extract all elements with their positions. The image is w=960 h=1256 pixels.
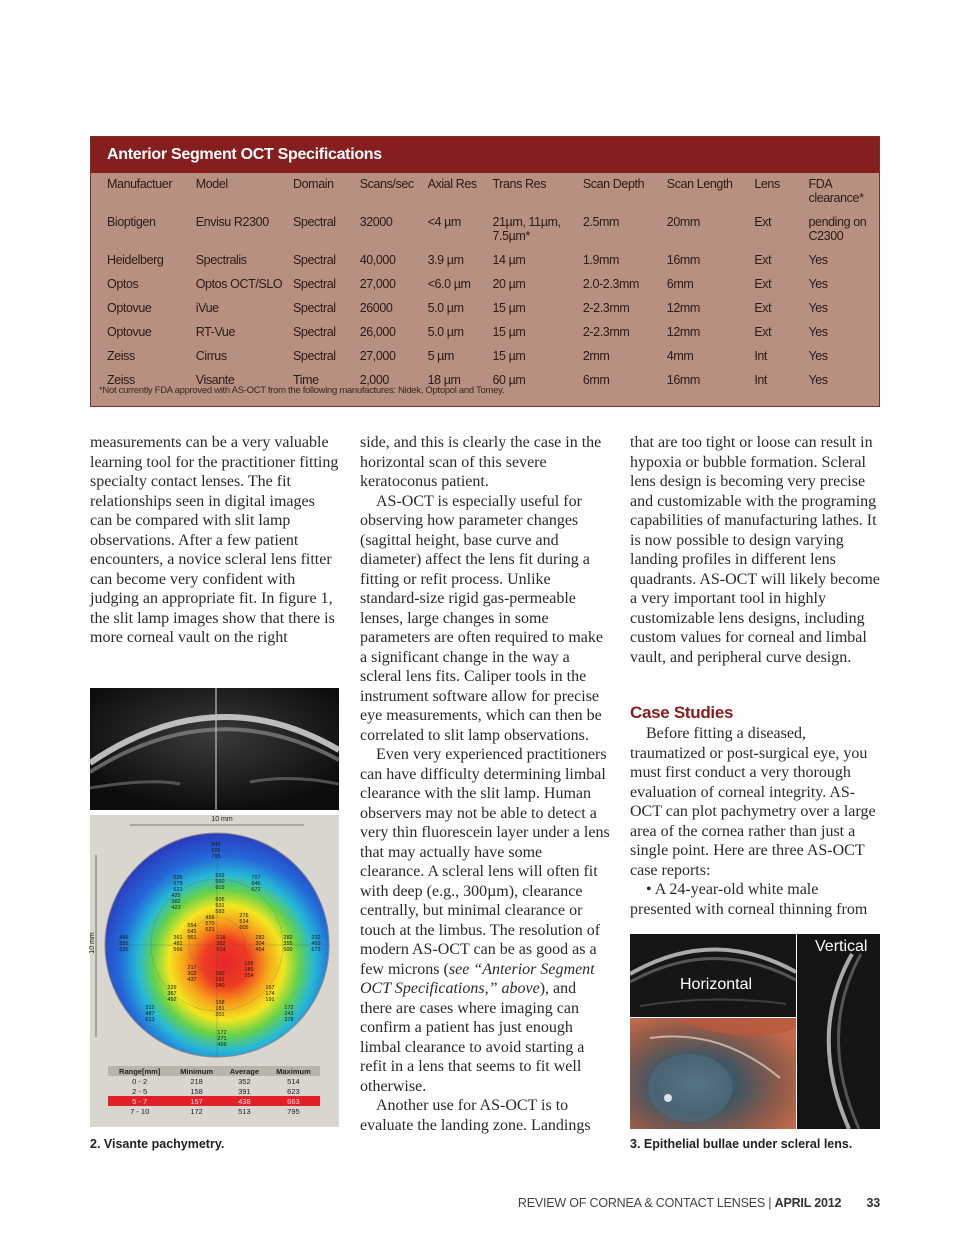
vertical-label: Vertical (815, 938, 868, 955)
slit-lamp-graphic (630, 1018, 796, 1129)
pachymetry-value: 707 646 672 (251, 875, 261, 893)
spec-table-cell: Zeiss (107, 349, 135, 363)
spec-table-cell: Spectral (293, 301, 336, 315)
spec-table-cell: Zeiss (107, 373, 135, 387)
spec-table-cell: Time (293, 373, 319, 387)
spec-table-row (105, 347, 879, 371)
spec-table-cell: 27,000 (359, 349, 396, 363)
pachymetry-scale-top: 10 mm (211, 816, 233, 823)
range-table-row (108, 1076, 320, 1086)
range-table-cell: 0 - 2 (132, 1076, 148, 1086)
pachymetry-value: 626 579 621 (173, 875, 183, 893)
spec-table-cell: 1.9mm (582, 253, 620, 267)
figure-2-caption: 2. Visante pachymetry. (90, 1137, 225, 1151)
pachymetry-value: 218 352 514 (216, 935, 226, 953)
range-table-row (108, 1106, 320, 1116)
range-table-cell: 157 (171, 1096, 222, 1106)
spec-table-cell: 15 µm (492, 349, 526, 363)
range-col-header: Range[mm] (108, 1066, 171, 1076)
pachymetry-value: 217 302 437 (187, 965, 197, 983)
pachymetry-value: 282 355 500 (283, 935, 293, 953)
spec-col-header: Scan Length (666, 177, 733, 191)
pachymetry-value: 593 560 603 (215, 873, 225, 891)
spec-table-cell: 20mm (666, 215, 700, 229)
col2-paragraph-2: AS-OCT is especially useful for observing how parameter changes (sagittal height, base curve and diameter) affect the lens fit during a fitting or refit process. Unlike standard-size rigid gas-permeable lenses, large changes in some parameters are often required to make a significant change in the way a scleral lens fits. Caliper tools in the instrument software allow for precise eye measurements, which can then be correlated to slit lamp observations. (360, 492, 603, 744)
col2-table-reference: see “Anterior Segment OCT Specifications,” above (360, 960, 595, 997)
range-table-cell: 172 (190, 1106, 203, 1116)
column-1 (90, 433, 340, 648)
spec-table-cell: 14 µm (492, 253, 526, 267)
pachymetry-value: 232 469 673 (311, 935, 321, 953)
spec-table-title: Anterior Segment OCT Specifications (91, 137, 879, 173)
spec-table-cell: 32000 (359, 215, 393, 229)
spec-table-cell: 26000 (359, 301, 393, 315)
spec-table-cell: Yes (808, 325, 828, 339)
spec-table-cell: <4 µm (427, 215, 461, 229)
column-3 (630, 433, 880, 667)
spec-table-row (105, 323, 879, 347)
spec-table-cell: 12mm (666, 301, 700, 315)
col2-paragraph-3 (360, 745, 610, 1096)
vertical-scan-image (797, 934, 880, 1129)
figure-3-caption: 3. Epithelial bullae under scleral lens. (630, 1137, 853, 1151)
pachymetry-value: 554 541 561 (187, 923, 197, 941)
spec-col-header: Axial Res (427, 177, 477, 191)
spec-table-cell: 12mm (666, 325, 700, 339)
spec-table-cell: 40,000 (359, 253, 396, 267)
spec-table-cell: Visante (195, 373, 235, 387)
spec-table-cell: <6.0 µm (427, 277, 471, 291)
spec-table-cell: Ext (754, 277, 772, 291)
page-footer (518, 1196, 880, 1210)
pachymetry-value: 846 699 795 (211, 842, 221, 860)
pachymetry-range-table (108, 1066, 320, 1116)
pachymetry-value: 425 382 423 (171, 893, 181, 911)
col2-paragraph-3-part-b: ), and there are cases where imaging can confirm a patient has just enough limbal clearance to avoid starting a refit in a lens that seems to fit well otherwise. (360, 980, 585, 1095)
pachymetry-value: 172 271 466 (217, 1030, 227, 1048)
range-table-cell: 218 (190, 1076, 203, 1086)
range-table-cell: 513 (238, 1106, 251, 1116)
spec-table-cell: 26,000 (359, 325, 396, 339)
spec-table-cell: 2-2.3mm (582, 301, 630, 315)
range-table-cell: 795 (287, 1106, 300, 1116)
spec-table (105, 175, 879, 395)
pachymetry-value: 158 181 201 (215, 1000, 225, 1018)
spec-table-cell: Int (754, 349, 768, 363)
spec-table-cell: 16mm (666, 253, 700, 267)
spec-table-cell: Bioptigen (107, 215, 156, 229)
spec-table-cell: 16mm (666, 373, 700, 387)
spec-table-cell: 5.0 µm (427, 325, 464, 339)
horizontal-label: Horizontal (680, 976, 753, 993)
range-table-row (108, 1086, 320, 1096)
spec-table-cell: Optovue (107, 325, 152, 339)
range-col-header: Maximum (267, 1066, 320, 1076)
pachymetry-value: 456 570 621 (205, 915, 215, 933)
spec-table-row (105, 213, 879, 251)
spec-table-cell: Yes (808, 373, 828, 387)
spec-table-cell: RT-Vue (195, 325, 236, 339)
range-table-cell: 663 (267, 1096, 320, 1106)
spec-table-cell: Spectral (293, 277, 336, 291)
column-2 (360, 433, 610, 1135)
spec-table-cell: 6mm (582, 373, 610, 387)
spec-table-cell: Optovue (107, 301, 152, 315)
col2-paragraph-1: side, and this is clearly the case in the horizontal scan of this severe keratoconus patient. (360, 434, 602, 490)
spec-table-cell: Envisu R2300 (195, 215, 269, 229)
range-table-cell: 438 (222, 1096, 267, 1106)
spec-table-cell: Spectralis (195, 253, 247, 267)
spec-col-header: Scan Depth (582, 177, 645, 191)
spec-table-cell: 2-2.3mm (582, 325, 630, 339)
spec-table-cell: 2mm (582, 349, 610, 363)
spec-table-cell: Ext (754, 301, 772, 315)
pachymetry-value: 157 174 191 (265, 985, 275, 1003)
footer-date: APRIL 2012 (774, 1196, 842, 1210)
spec-col-header: FDA clearance* (808, 177, 864, 205)
range-table-row (108, 1096, 320, 1106)
range-table-cell: 391 (238, 1086, 251, 1096)
column-3-cases (630, 724, 880, 919)
pachymetry-value: 276 514 605 (239, 913, 249, 931)
pachymetry-value: 282 304 454 (255, 935, 265, 953)
range-table-cell: 352 (238, 1076, 251, 1086)
spec-table-cell: Cirrus (195, 349, 227, 363)
range-col-header: Minimum (171, 1066, 222, 1076)
spec-col-header: Lens (754, 177, 780, 191)
oct-scan-image (90, 688, 339, 810)
spec-col-header: Model (195, 177, 228, 191)
spec-table-cell: 5.0 µm (427, 301, 464, 315)
pachymetry-value: 158 186 254 (244, 961, 254, 979)
spec-table-cell: Spectral (293, 349, 336, 363)
spec-table-cell: Yes (808, 253, 828, 267)
spec-table-cell: pending on C2300 (808, 215, 867, 243)
spec-table-row (105, 299, 879, 323)
spec-table-cell: 15 µm (492, 325, 526, 339)
col2-paragraph-3-part-a: Even very experienced practitioners can have difficulty determining limbal clearance with the slit lamp. Human observers may not be able to detect a very thin fluorescein layer under a lens that may actually have some clearance. A scleral lens will often fit with deep (e.g., 300µm), clearance centrally, but minimal clearance or touch at the limbus. The resolution of modern AS-OCT can be as good as a few microns ( (360, 746, 610, 978)
pachymetry-value: 160 191 240 (215, 971, 225, 989)
spec-table-cell: Int (754, 373, 768, 387)
spec-table-cell: iVue (195, 301, 219, 315)
pachymetry-value: 229 367 492 (167, 985, 177, 1003)
slit-lamp-eye-image (630, 1018, 796, 1129)
range-table-cell: 5 - 7 (108, 1096, 171, 1106)
spec-table-cell: Optos (107, 277, 139, 291)
horizontal-scan-image (630, 934, 796, 1017)
pachymetry-value: 446 555 635 (119, 935, 129, 953)
spec-table-cell: 6mm (666, 277, 694, 291)
visante-pachymetry-image (90, 815, 339, 1127)
spec-table-cell: 18 µm (427, 373, 461, 387)
pachymetry-scale-side: 10 mm (89, 932, 96, 954)
range-col-header: Average (222, 1066, 267, 1076)
spec-col-header: Domain (293, 177, 334, 191)
range-table-cell: 2 - 5 (132, 1086, 148, 1096)
spec-table-cell: Yes (808, 301, 828, 315)
spec-table-cell: 2.5mm (582, 215, 620, 229)
footer-publication: REVIEW OF CORNEA & CONTACT LENSES | (517, 1196, 772, 1210)
spec-table-cell: 15 µm (492, 301, 526, 315)
pachymetry-value: 361 481 566 (173, 935, 183, 953)
spec-table-header-row (105, 175, 879, 213)
spec-table-footnote: *Not currently FDA approved with AS-OCT from the following manufactures: Nidek, Optopol and Tomey. (99, 385, 505, 396)
spec-table-cell: 3.9 µm (427, 253, 464, 267)
case-studies-heading: Case Studies (630, 703, 734, 722)
range-table-cell: 514 (287, 1076, 300, 1086)
spec-table-cell: Optos OCT/SLO (195, 277, 283, 291)
spec-table-cell: Yes (808, 349, 828, 363)
oct-scan-graphic (90, 688, 339, 810)
spec-col-header: Manufactuer (107, 177, 173, 191)
spec-table-cell: 21µm, 11µm, 7.5µm* (492, 215, 561, 243)
col2-paragraph-4: Another use for AS-OCT is to evaluate the landing zone. Landings (360, 1097, 591, 1134)
vertical-scan-graphic (797, 934, 880, 1129)
spec-table-cell: Yes (808, 277, 828, 291)
col1-paragraph: measurements can be a very valuable learning tool for the practitioner fitting specialty contact lenses. The fit relationships seen in digital images can be compared with slit lamp observations. After a few patient encounters, a novice scleral lens fitter can become very confident with judging an appropriate fit. In figure 1, the slit lamp images show that there is more corneal vault on the right (90, 434, 339, 646)
spec-table-cell: Ext (754, 325, 772, 339)
spec-table-cell: Spectral (293, 215, 336, 229)
spec-table-cell: 20 µm (492, 277, 526, 291)
spec-table-row (105, 275, 879, 299)
range-table-cell: 623 (287, 1086, 300, 1096)
pachymetry-value: 312 487 613 (145, 1005, 155, 1023)
spec-table-cell: Spectral (293, 325, 336, 339)
page-number: 33 (866, 1196, 880, 1210)
spec-col-header: Scans/sec (359, 177, 414, 191)
spec-table-row (105, 251, 879, 275)
range-table-cell: 7 - 10 (130, 1106, 150, 1116)
spec-table-cell: 2,000 (359, 373, 389, 387)
pachymetry-value: 172 243 378 (284, 1005, 294, 1023)
col3-paragraph-1: that are too tight or loose can result in hypoxia or bubble formation. Scleral lens design is becoming very precise and customizable with the programing capabilities of manufacturing lathes. It is now possible to design varying landing profiles in different lens quadrants. AS-OCT will likely become a very important tool in highly customizable lens designs, including custom values for corneal and limbal vault, and peripheral curve design. (630, 434, 880, 666)
spec-table-cell: 5 µm (427, 349, 455, 363)
spec-col-header: Trans Res (492, 177, 547, 191)
col3-paragraph-2: Before fitting a diseased, traumatized or post-surgical eye, you must first conduct a very thorough evaluation of corneal integrity. AS-OCT can plot pachymetry over a large area of the cornea rather than just a single point. Here are three AS-OCT case reports: (630, 725, 876, 879)
spec-table-cell: Heidelberg (107, 253, 164, 267)
spec-table-cell: 4mm (666, 349, 694, 363)
spec-table-cell: 60 µm (492, 373, 526, 387)
spec-table-cell: Ext (754, 253, 772, 267)
spec-table-cell: 2.0-2.3mm (582, 277, 639, 291)
spec-table-cell: 27,000 (359, 277, 396, 291)
pachymetry-value: 605 531 583 (215, 897, 225, 915)
spec-table-panel (90, 136, 880, 407)
spec-table-cell: Ext (754, 215, 772, 229)
col3-paragraph-3: • A 24-year-old white male presented with corneal thinning from (630, 881, 868, 918)
spec-table-cell: Spectral (293, 253, 336, 267)
range-table-cell: 158 (190, 1086, 203, 1096)
